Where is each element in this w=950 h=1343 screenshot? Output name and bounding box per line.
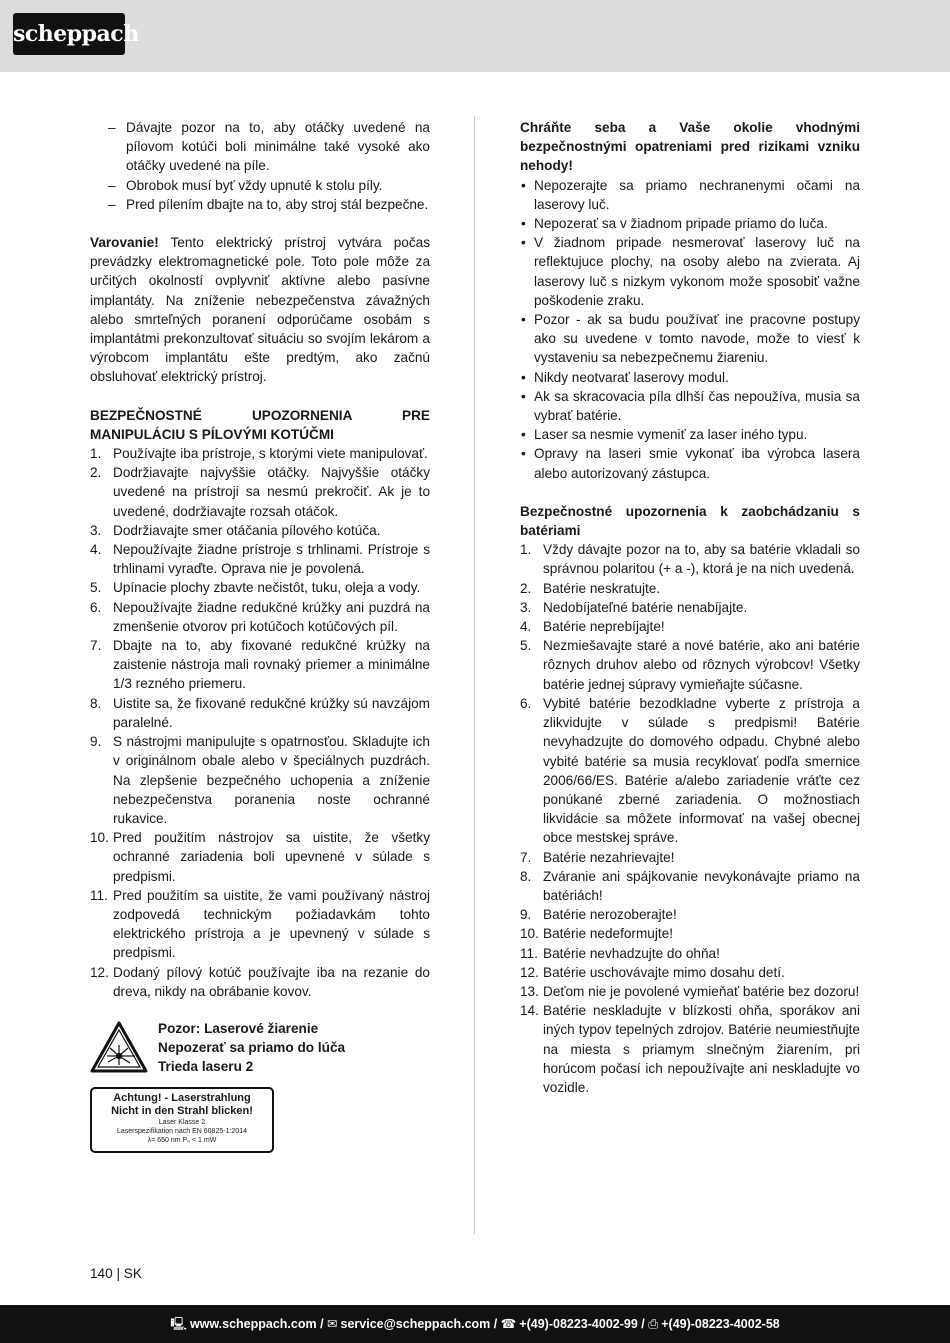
warning-paragraph [90,233,430,387]
laser-class-label [90,1087,274,1153]
list-item: 3. Dodržiavajte smer otáčania pílového kotúča. [90,522,381,538]
list-item: 12. Batérie uschovávajte mimo dosahu detí. [520,964,785,980]
list-item: 2. Dodržiavajte najvyššie otáčky. Najvyššie otáčky uvedené na prístroji sa nesmú prekročiť. Ak je to uvedené, dodržiavajte rozsah otáčok. [90,465,430,519]
fax-icon: ⎙ [648,1317,659,1331]
list-item: 10. Batérie nedeformujte! [520,926,673,942]
list-item: 1. Vždy dávajte pozor na to, aby sa batérie vkladali so správnou polaritou (+ a -), ktorá je na nich uvedená. [520,542,860,577]
list-item: • Nepozerať sa v žiadnom pripade priamo do luča. [521,216,828,232]
right-column [520,118,860,1097]
phone-icon: ☎ [500,1317,517,1331]
laser-line-1: Pozor: Laserové žiarenie [158,1020,319,1036]
dash-list [90,118,430,214]
list-item: 7. Dbajte na to, aby fixované redukčné krúžky na zaistenie nástroja mali rovnaký priemer a minimálne 1/3 rezného priemeru. [90,638,430,692]
list-item: 10. Pred použitím nástrojov sa uistite, že všetky ochranné zariadenia boli upevnené v súlade s predpismi. [90,830,430,884]
label-line: Laser Klasse 2 [158,1118,206,1126]
list-item: • Nepozerajte sa priamo nechranenymi očami na laserovy luč. [521,177,860,212]
mail-icon: ✉ [327,1317,338,1331]
protection-heading: Chráňte seba a Vaše okolie vhodnými bezpečnostnými opatreniami pred rizikami vzniku nehody! [520,120,860,174]
list-item: 2. Batérie neskratujte. [520,580,661,596]
warning-label: Varovanie! [90,235,159,251]
list-item: – Pred pílením dbajte na to, aby stroj stál bezpečne. [108,196,429,212]
list-item: 9. Batérie nerozoberajte! [520,907,677,923]
list-item: 6. Vybité batérie bezodkladne vyberte z prístroja a zlikvidujte v súlade s predpismi! Batérie nevyhadzujte do domového odpadu. Chybné alebo vybité batérie sa musia recyklovať podľa smernice 2006/66/ES. Batérie a/alebo zariadenie vráťte cez ponúkané zberné zariadenia. O možnostiach likvidácie sa môžete informovať na vašej obecnej obce mestskej správe. [520,695,860,846]
laser-warning-text [158,1019,345,1077]
laser-safety-list [520,176,860,483]
column-divider [474,116,475,1234]
list-item: 11. Batérie nevhadzujte do ohňa! [520,945,720,961]
blade-safety-heading: BEZPEČNOSTNÉ UPOZORNENIA PRE MANIPULÁCIU S PÍLOVÝMI KOTÚČMI [90,407,430,442]
computer-icon: 🖳 [170,1317,187,1331]
laser-warning [90,1017,430,1079]
list-item: 4. Batérie neprebíjajte! [520,619,665,635]
list-item: 14. Batérie neskladujte v blízkosti ohňa, sporákov ani iných typov tepelných zdrojov. Batérie neumiestňujte na miesta s priamym slnečným žiarením, pri horúcom počasí ich nepoužívajte ani neskladujte vo vozidle. [520,1003,860,1095]
laser-line-2: Nepozerať sa priamo do lúča [158,1040,346,1056]
list-item: • Laser sa nesmie vymeniť za laser iného typu. [521,427,808,443]
list-item: 8. Zváranie ani spájkovanie nevykonávajte priamo na batériách! [520,868,860,903]
scheppach-logo: scheppach [13,13,125,55]
warning-text: Tento elektrický prístroj vytvára počas prevádzky elektromagnetické pole. Toto pole môže za určitých okolností ovplyvniť aktívne alebo pasívne implantáty. Na zníženie nebezpečenstva závažných alebo smrteľných poranení odporúčame osobám s implantátmi prekonzultovať situáciu so svojím lekárom a výrobcom implantátu ešte predtým, ako začnú obsluhovať elektrický prístroj. [90,235,430,385]
list-item: 12. Dodaný pílový kotúč používajte iba na rezanie do dreva, nikdy na obrábanie kovov. [90,964,430,999]
list-item: • Ak sa skracovacia píla dlhší čas nepoužíva, musia sa vybrať batérie. [521,388,860,424]
label-line: λ= 650 nm P₀ < 1 mW [147,1136,217,1144]
list-item: 5. Upínacie plochy zbavte nečistôt, tuku, oleja a vody. [90,580,421,596]
label-line: Nicht in den Strahl blicken! [111,1104,253,1117]
list-item: 11. Pred použitím sa uistite, že vami používaný nástroj zodpovedá technickým požiadavkám tohto elektrického prístroja a je upevnený v súlade s predpismi. [90,887,430,961]
footer-phone: +(49)-08223-4002-99 / [519,1317,645,1331]
list-item: 3. Nedobíjateľné batérie nenabíjajte. [520,599,748,615]
list-item: • V žiadnom pripade nesmerovať laserovy luč na reflektujuce plochy, na osoby alebo na zvierata. Aj laserovy luč s nizkym vykonom može sposobiť važne poškodenie zraku. [521,235,860,308]
list-item: 7. Batérie nezahrievajte! [520,849,675,865]
battery-safety-list [520,540,860,1097]
footer-fax: +(49)-08223-4002-58 [661,1317,780,1331]
list-item: • Pozor - ak sa budu používať ine pracovne postupy ako su uvedene v tomto navode, može to viesť k vystaveniu sa nebezpečnemu žiareniu. [521,312,860,366]
label-line: Achtung! - Laserstrahlung [113,1091,251,1104]
page-header [0,0,950,72]
list-item: 13. Deťom nie je povolené vymieňať batérie bez dozoru! [520,983,860,999]
list-item: • Nikdy neotvarať laserovy modul. [521,369,729,385]
list-item: 8. Uistite sa, že fixované redukčné krúžky sú navzájom paralelné. [90,695,430,730]
list-item: – Obrobok musí byť vždy upnuté k stolu píly. [108,177,383,193]
page-footer [0,1305,950,1343]
list-item: • Opravy na laseri smie vykonať iba výrobca lasera alebo autorizovaný zástupca. [521,446,860,481]
label-line: Laserspezifikation nach EN 60825-1:2014 [117,1127,247,1135]
list-item: 4. Nepoužívajte žiadne prístroje s trhlinami. Prístroje s trhlinami vyraďte. Oprava nie je povolená. [90,542,430,577]
list-item: 9. S nástrojmi manipulujte s opatrnosťou. Skladujte ich v originálnom obale alebo v špeciálnych puzdrách. Na zlepšenie bezpečného uchopenia a zníženie nebezpečenstva poranenia noste ochranné rukavice. [90,734,430,826]
list-item: – Dávajte pozor na to, aby otáčky uvedené na pílovom kotúči boli minimálne také vysoké ako otáčky uvedené na píle. [108,120,430,174]
left-column [90,118,430,1153]
page-number: 140 | SK [90,1266,142,1281]
blade-safety-list [90,444,430,1001]
footer-email[interactable]: service@scheppach.com / [340,1317,498,1331]
list-item: 1. Používajte iba prístroje, s ktorými viete manipulovať. [90,446,428,462]
battery-safety-heading: Bezpečnostné upozornenia k zaobchádzaniu s batériami [520,503,860,539]
list-item: 5. Nezmiešavajte staré a nové batérie, ako ani batérie rôznych druhov alebo od rôznych výrobcov! Všetky batérie jednej súpravy vymieňajte súčasne. [520,638,860,692]
laser-warning-icon [90,1021,148,1073]
laser-line-3: Trieda laseru 2 [158,1059,254,1075]
footer-website[interactable]: www.scheppach.com / [189,1317,324,1331]
list-item: 6. Nepoužívajte žiadne redukčné krúžky ani puzdrá na zmenšenie otvorov pri kotúčoch kotúčových píl. [90,599,430,634]
